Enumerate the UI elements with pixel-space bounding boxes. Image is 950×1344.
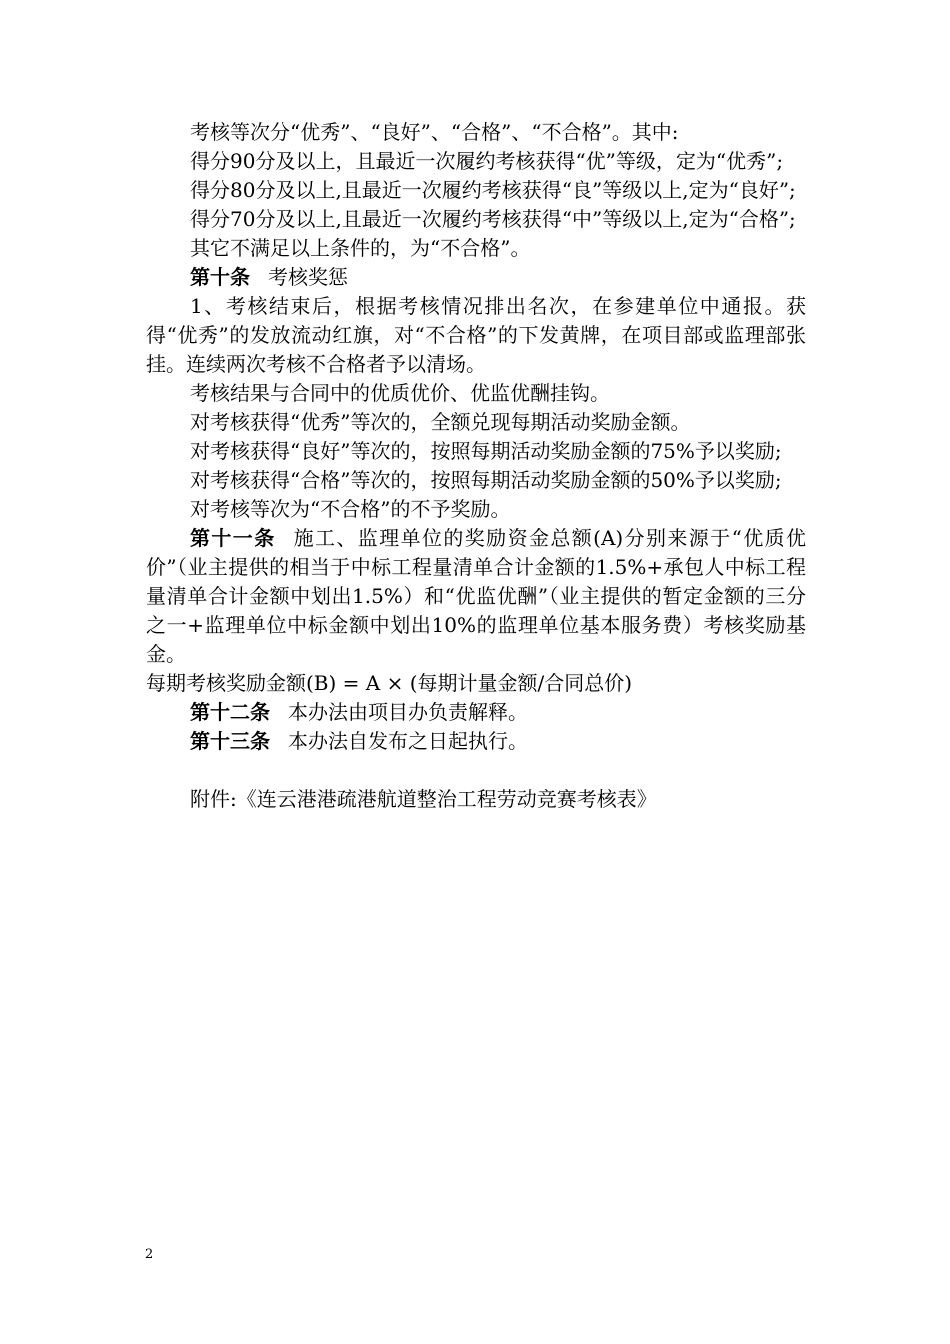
- article-12-text: 本办法由项目办负责解释。: [288, 700, 528, 724]
- article-10-heading: [146, 263, 806, 292]
- reward-fail-paragraph: 对考核等次为“不合格”的不予奖励。: [190, 497, 511, 521]
- page-number: 2: [145, 1247, 154, 1262]
- article-13-label: 第十三条: [190, 729, 270, 753]
- grade-excellent-paragraph: 得分90分及以上，且最近一次履约考核获得“优”等级，定为“优秀”;: [190, 149, 784, 173]
- grade-good-paragraph: 得分80分及以上,且最近一次履约考核获得“良”等级以上,定为“良好”;: [190, 178, 796, 202]
- grade-fail-paragraph: 其它不满足以上条件的，为“不合格”。: [190, 236, 531, 260]
- blank-line: [146, 756, 806, 785]
- attachment-paragraph: 附件:《连云港港疏港航道整治工程劳动竞赛考核表》: [190, 787, 657, 811]
- article-12-paragraph: [146, 698, 806, 727]
- article-10-label: 第十条: [190, 265, 250, 289]
- article-11-text: 施工、监理单位的奖励资金总额(A)分别来源于“优质优价”（业主提供的相当于中标工程量清单合计金额的1.5%+承包人中标工程量清单合计金额中划出1.5%）和“优监优酬”（业主提供的暂定金额的三分之一+监理单位中标金额中划出10%的监理单位基本服务费）考核奖励基金。: [146, 526, 806, 666]
- ranking-paragraph: 1、考核结束后，根据考核情况排出名次，在参建单位中通报。获得“优秀”的发放流动红旗，对“不合格”的下发黄牌，在项目部或监理部张挂。连续两次考核不合格者予以清场。: [146, 294, 806, 376]
- grade-pass-paragraph: 得分70分及以上,且最近一次履约考核获得“中”等级以上,定为“合格”;: [190, 207, 796, 231]
- contract-link-paragraph: 考核结果与合同中的优质优价、优监优酬挂钩。: [190, 381, 610, 405]
- article-13-text: 本办法自发布之日起执行。: [288, 729, 528, 753]
- article-10-title: 考核奖惩: [268, 265, 348, 289]
- article-13-paragraph: [146, 727, 806, 756]
- article-11-paragraph: [146, 524, 806, 669]
- formula-paragraph: 每期考核奖励金额(B) = A × (每期计量金额/合同总价): [146, 671, 633, 695]
- reward-good-paragraph: 对考核获得“良好”等次的，按照每期活动奖励金额的75%予以奖励;: [190, 439, 782, 463]
- grade-intro-paragraph: 考核等次分“优秀”、“良好”、“合格”、“不合格”。其中:: [190, 120, 679, 144]
- reward-pass-paragraph: 对考核获得“合格”等次的，按照每期活动奖励金额的50%予以奖励;: [190, 468, 782, 492]
- article-12-label: 第十二条: [190, 700, 270, 724]
- document-body: [146, 118, 806, 814]
- reward-excellent-paragraph: 对考核获得“优秀”等次的，全额兑现每期活动奖励金额。: [190, 410, 691, 434]
- article-11-label: 第十一条: [190, 526, 276, 550]
